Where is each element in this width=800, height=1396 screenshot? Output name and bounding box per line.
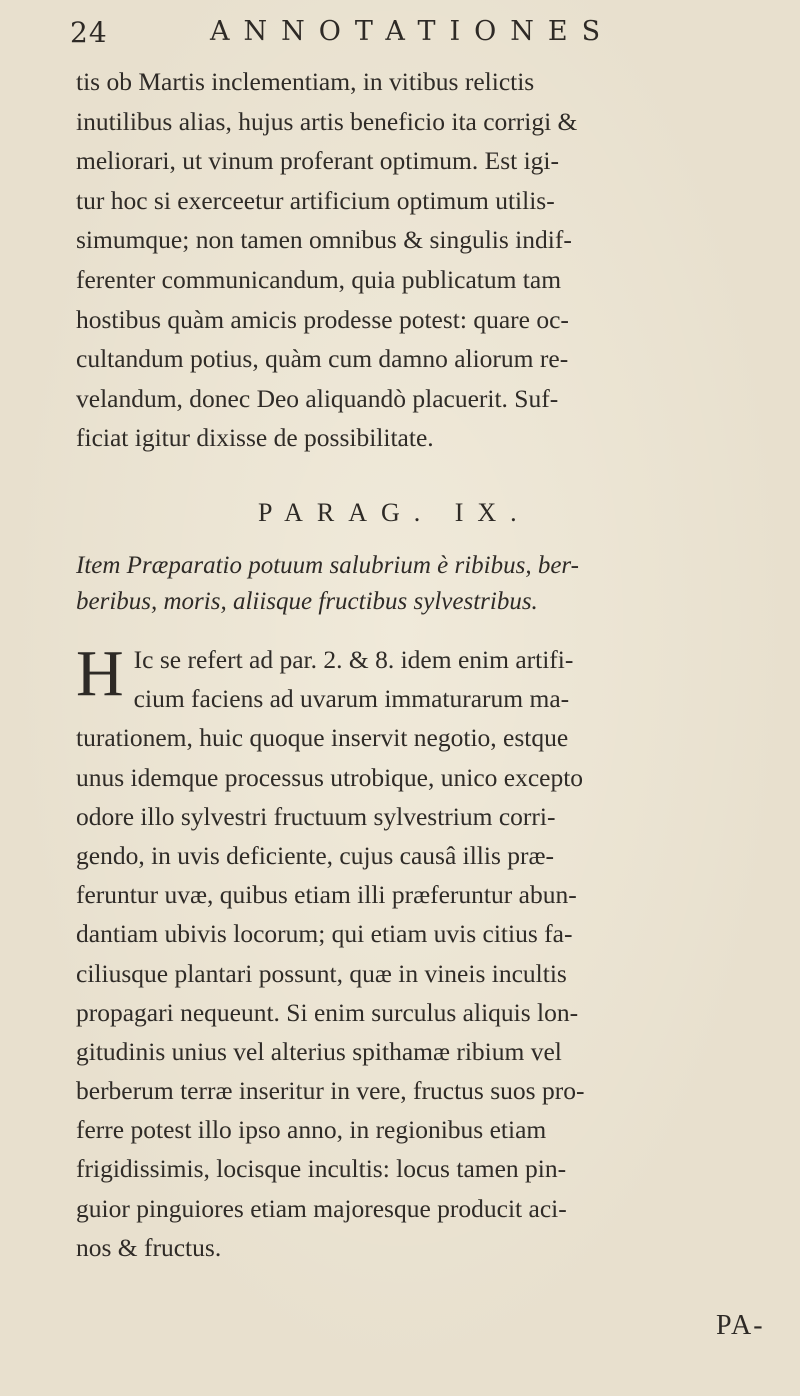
text-line: meliorari, ut vinum proferant optimum. Est igi-: [76, 146, 559, 176]
section-subtitle: [76, 548, 786, 620]
text-line: ficiat igitur dixisse de possibilitate.: [76, 423, 434, 453]
text-line: hostibus quàm amicis prodesse potest: quare oc-: [76, 304, 569, 334]
text-line: feruntur uvæ, quibus etiam illi præferuntur abun-: [76, 880, 577, 910]
page-number: 24: [70, 16, 108, 49]
text-line: frigidissimis, locisque incultis: locus tamen pin-: [76, 1154, 567, 1184]
text-line: velandum, donec Deo aliquandò placuerit. Suf-: [76, 383, 559, 413]
text-line: propagari nequeunt. Si enim surculus aliquis lon-: [76, 997, 579, 1027]
text-line: gendo, in uvis deficiente, cujus causâ illis præ-: [76, 840, 555, 870]
text-line: guior pinguiores etiam majoresque producit aci-: [76, 1193, 567, 1223]
text-line: gitudinis unius vel alterius spithamæ ribium vel: [76, 1036, 562, 1066]
text-line: odore illo sylvestri fructuum sylvestrium corri-: [76, 801, 556, 831]
text-line: turationem, huic quoque inservit negotio, estque: [76, 723, 569, 753]
text-line: Ic se refert ad par. 2. & 8. idem enim artifi-: [133, 645, 574, 674]
subtitle-line: beribus, moris, aliisque fructibus sylvestribus.: [76, 588, 538, 615]
catchword: PA-: [716, 1310, 765, 1341]
drop-cap: H: [76, 637, 124, 710]
text-line: unus idemque processus utrobique, unico excepto: [76, 762, 584, 792]
text-line: ciliusque plantari possunt, quæ in vineis incultis: [76, 958, 567, 988]
text-line: inutilibus alias, hujus artis beneficio ita corrigi &: [76, 106, 578, 136]
text-line: nos & fructus.: [76, 1232, 222, 1262]
text-line: ferenter communicandum, quia publicatum tam: [76, 264, 562, 294]
text-line: ferre potest illo ipso anno, in regionibus etiam: [76, 1115, 547, 1145]
text-line: cium faciens ad uvarum immaturarum ma-: [133, 684, 570, 714]
running-head: ANNOTATIONES: [210, 16, 615, 47]
text-line: berberum terræ inseritur in vere, fructus suos pro-: [76, 1076, 585, 1106]
text-line: tis ob Martis inclementiam, in vitibus relictis: [76, 67, 535, 96]
text-line: simumque; non tamen omnibus & singulis indif-: [76, 225, 572, 255]
text-line: cultandum potius, quàm cum damno aliorum re-: [76, 344, 569, 374]
paragraph-main: [76, 637, 786, 1267]
paragraph-continuation: [76, 62, 776, 458]
page-header: [70, 10, 800, 50]
subtitle-line: Item Præparatio potuum salubrium è ribibus, ber-: [76, 552, 579, 579]
text-line: dantiam ubivis locorum; qui etiam uvis citius fa-: [76, 919, 573, 949]
text-line: tur hoc si exerceetur artificium optimum utilis-: [76, 185, 555, 215]
section-heading: PARAG. IX.: [258, 498, 531, 527]
